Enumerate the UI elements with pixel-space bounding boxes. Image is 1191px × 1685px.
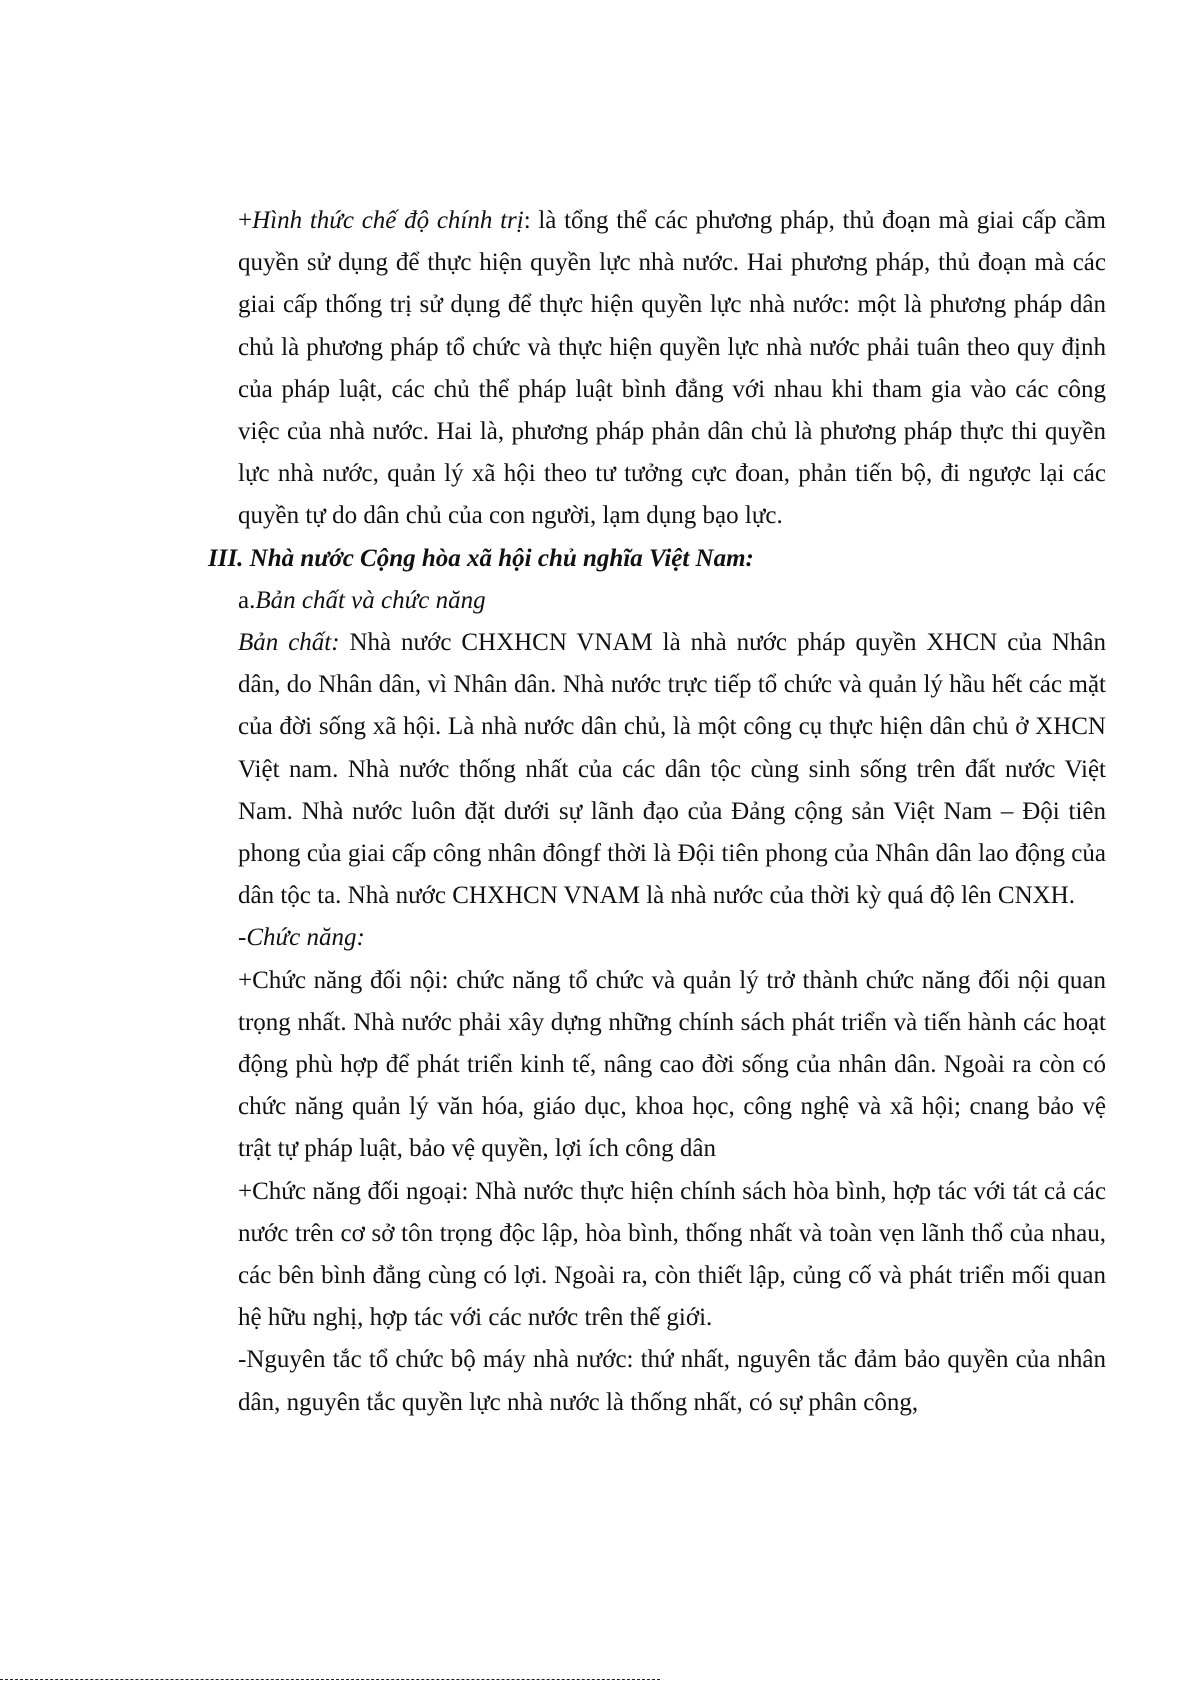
footer-divider xyxy=(0,1679,660,1680)
subsection-a-title-text: Bản chất và chức năng xyxy=(255,586,486,614)
internal-function-paragraph: +Chức năng đối nội: chức năng tổ chức và quản lý trở thành chức năng đối nội quan trọng nhất. Nhà nước phải xây dựng những chính sách phát triển và tiến hành các hoạt động phù hợp để phát triển kinh tế, nâng cao đời sống của nhân dân. Ngoài ra còn có chức năng quản lý văn hóa, giáo dục, khoa học, công nghệ và xã hội; cnang bảo vệ trật tự pháp luật, bảo vệ quyền, lợi ích công dân xyxy=(238,966,1106,1163)
political-form-label: Hình thức chế độ chính trị xyxy=(252,207,524,234)
section-iii-heading: III. Nhà nước Cộng hòa xã hội chủ nghĩa Việt Nam: xyxy=(208,544,754,572)
political-form-text: : là tổng thể các phương pháp, thủ đoạn mà giai cấp cầm quyền sử dụng để thực hiện quyền lực nhà nước. Hai phương pháp, thủ đoạn mà các giai cấp thống trị sử dụng để thực hiện quyền lực nhà nước: một là phương pháp dân chủ là phương pháp tổ chức và thực hiện quyền lực nhà nước phải tuân theo quy định của pháp luật, các chủ thể pháp luật bình đẳng với nhau khi tham gia vào các công việc của nhà nước. Hai là, phương pháp phản dân chủ là phương pháp thực thi quyền lực nhà nước, quản lý xã hội theo tư tưởng cực đoan, phản tiến bộ, đi ngược lại các quyền tự do dân chủ của con người, lạm dụng bạo lực. xyxy=(238,207,1106,530)
nature-label: Bản chất: xyxy=(238,629,340,657)
principle-paragraph: -Nguyên tắc tổ chức bộ máy nhà nước: thứ nhất, nguyên tắc đảm bảo quyền của nhân dân, nguyên tắc quyền lực nhà nước là thống nhất, có sự phân công, xyxy=(238,1346,1106,1416)
nature-paragraph xyxy=(238,622,1106,917)
external-function-paragraph: +Chức năng đối ngoại: Nhà nước thực hiện chính sách hòa bình, hợp tác với tát cả các nước trên cơ sở tôn trọng độc lập, hòa bình, thống nhất và toàn vẹn lãnh thổ của nhau, các bên bình đẳng cùng có lợi. Ngoài ra, còn thiết lập, củng cố và phát triển mối quan hệ hữu nghị, hợp tác với các nước trên thế giới. xyxy=(238,1177,1106,1332)
subsection-a-title xyxy=(238,580,1106,622)
function-label-text: -Chức năng: xyxy=(238,924,365,952)
function-label xyxy=(238,917,1106,959)
page-content xyxy=(208,200,1106,1424)
subsection-a-prefix: a. xyxy=(238,586,256,614)
political-form-paragraph: +Hình thức chế độ chính trị: là tổng thể các phương pháp, thủ đoạn mà giai cấp cầm quyền sử dụng để thực hiện quyền lực nhà nước. Hai phương pháp, thủ đoạn mà các giai cấp thống trị sử dụng để thực hiện quyền lực nhà nước: một là phương pháp dân chủ là phương pháp tổ chức và thực hiện quyền lực nhà nước phải tuân theo quy định của pháp luật, các chủ thể pháp luật bình đẳng với nhau khi tham gia vào các công việc của nhà nước. Hai là, phương pháp phản dân chủ là phương pháp thực thi quyền lực nhà nước, quản lý xã hội theo tư tưởng cực đoan, phản tiến bộ, đi ngược lại các quyền tự do dân chủ của con người, lạm dụng bạo lực. xyxy=(238,207,1106,530)
nature-text: Nhà nước CHXHCN VNAM là nhà nước pháp quyền XHCN của Nhân dân, do Nhân dân, vì Nhân dân. Nhà nước trực tiếp tổ chức và quản lý hầu hết các mặt của đời sống xã hội. Là nhà nước dân chủ, là một công cụ thực hiện dân chủ ở XHCN Việt nam. Nhà nước thống nhất của các dân tộc cùng sinh sống trên đất nước Việt Nam. Nhà nước luôn đặt dưới sự lãnh đạo của Đảng cộng sản Việt Nam – Đội tiên phong của giai cấp công nhân đôngf thời là Đội tiên phong của Nhân dân lao động của dân tộc ta. Nhà nước CHXHCN VNAM là nhà nước của thời kỳ quá độ lên CNXH. xyxy=(238,629,1106,910)
